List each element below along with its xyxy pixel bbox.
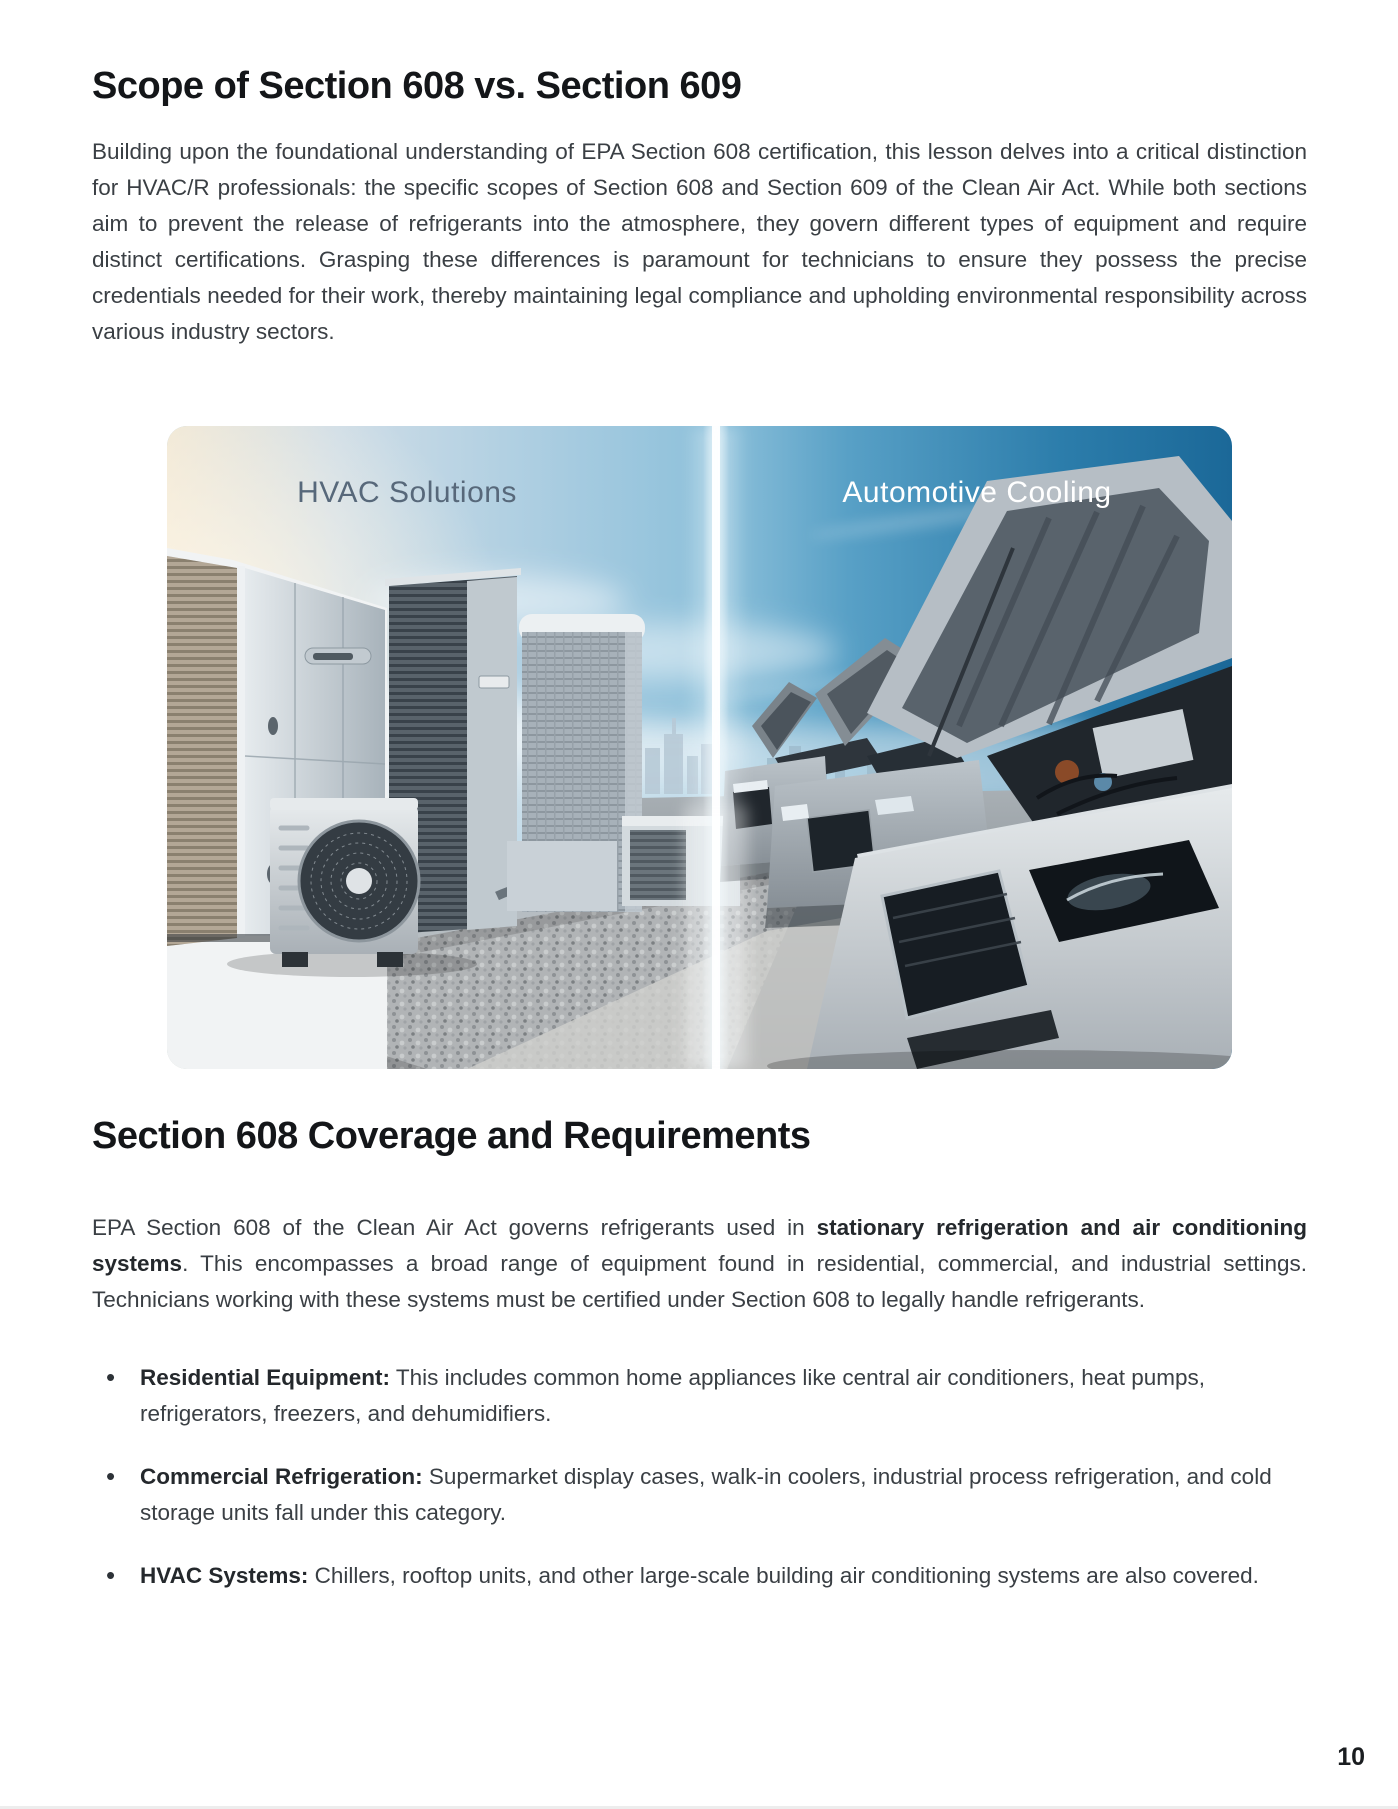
comparison-figure — [167, 426, 1232, 1069]
equipment-list — [92, 1360, 1307, 1594]
page-number: 10 — [1337, 1743, 1365, 1771]
content-column — [0, 62, 1398, 1594]
paragraph-bold-phrase: stationary refrigeration and air conditioning systems — [92, 1215, 1308, 1276]
figure-label-hvac: HVAC Solutions — [297, 476, 517, 509]
intro-paragraph: Building upon the foundational understanding of EPA Section 608 certification, this lesson delves into a critical distinction for HVAC/R professionals: the specific scopes of Section 608 and Section 609 of the Clean Air Act. While both sections aim to prevent the release of refrigerants into the atmosphere, they govern different types of equipment and require distinct certifications. Grasping these differences is paramount for technicians to ensure they possess the precise credentials needed for their work, thereby maintaining legal compliance and upholding environmental responsibility across various industry sectors. — [92, 139, 1307, 344]
figure-label-automotive: Automotive Cooling — [842, 476, 1112, 509]
list-item-lead: HVAC Systems: — [140, 1563, 309, 1588]
paragraph-lead: EPA Section 608 of the Clean Air Act governs refrigerants used in — [92, 1215, 817, 1240]
paragraph-rest: . This encompasses a broad range of equipment found in residential, commercial, and industrial settings. Technicians working with these systems must be certified under Section 608 to legally handle refrigerants. — [92, 1251, 1307, 1312]
list-item-hvac — [92, 1558, 1307, 1594]
list-item-text: Chillers, rooftop units, and other large-scale building air conditioning systems are also covered. — [308, 1563, 1259, 1588]
list-item-residential — [92, 1360, 1307, 1432]
list-item-text: This includes common home appliances like central air conditioners, heat pumps, refrigerators, freezers, and dehumidifiers. — [140, 1365, 1206, 1426]
page-title: Scope of Section 608 vs. Section 609 — [92, 65, 742, 107]
section-title: Section 608 Coverage and Requirements — [92, 1115, 811, 1157]
comparison-illustration — [167, 426, 1232, 1069]
list-item-lead: Commercial Refrigeration: — [140, 1464, 423, 1489]
list-item-commercial — [92, 1459, 1307, 1531]
list-item-text: Supermarket display cases, walk-in coolers, industrial process refrigeration, and cold storage units fall under this category. — [140, 1464, 1272, 1525]
list-item-lead: Residential Equipment: — [140, 1365, 391, 1390]
section-paragraph — [92, 1210, 1307, 1318]
